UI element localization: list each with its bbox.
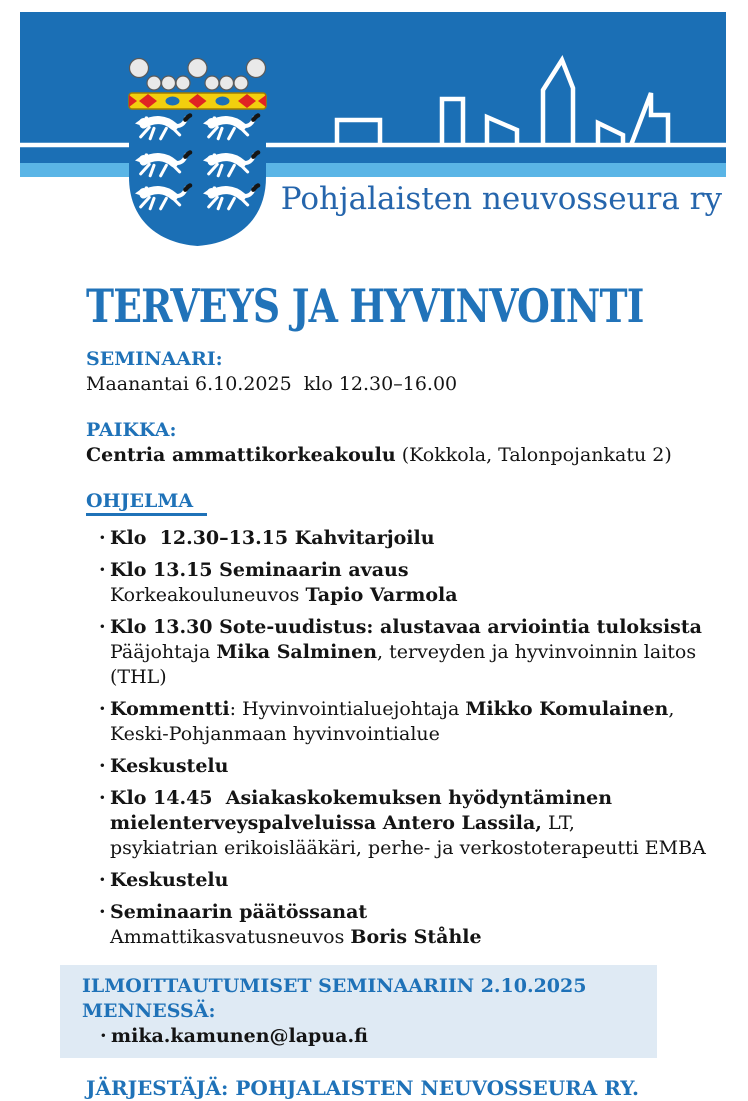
registration-box (60, 965, 657, 1058)
program-item-text: Keskustelu (110, 755, 229, 777)
seminar-label: SEMINAARI: (86, 348, 223, 370)
bullet-icon: · (99, 787, 106, 809)
program-label: OHJELMA (86, 491, 207, 516)
program-item (86, 868, 726, 893)
program-item-text: Seminaarin päätössanat Ammattikasvatusneuvos Boris Ståhle (110, 901, 482, 948)
venue-details: (Kokkola, Talonpojankatu 2) (395, 444, 672, 466)
registration-email-row (100, 1024, 647, 1049)
registration-email: mika.kamunen@lapua.fi (111, 1025, 368, 1047)
program-item (86, 558, 726, 608)
bullet-icon: · (99, 527, 106, 549)
program-item (86, 900, 726, 950)
program-item-text: Klo 12.30–13.15 Kahvitarjoilu (110, 527, 435, 549)
bullet-icon: · (100, 1025, 107, 1047)
venue-label: PAIKKA: (86, 419, 177, 441)
bullet-icon: · (99, 698, 106, 720)
ostrobothnia-coat-of-arms-icon (126, 57, 271, 249)
bullet-icon: · (99, 755, 106, 777)
registration-heading: ILMOITTAUTUMISET SEMINAARIIN 2.10.2025 MENNESSÄ: (82, 975, 587, 1022)
organizer-line: JÄRJESTÄJÄ: POHJALAISTEN NEUVOSSEURA RY. (86, 1076, 639, 1100)
crown-pearls (130, 59, 266, 91)
bullet-icon: · (99, 616, 106, 638)
program-item (86, 697, 726, 747)
program-item (86, 615, 726, 690)
venue-name: Centria ammattikorkeakoulu (86, 444, 396, 466)
organization-name: Pohjalaisten neuvosseura ry (280, 181, 722, 217)
program-item (86, 786, 726, 861)
seminar-datetime: Maanantai 6.10.2025 klo 12.30–16.00 (86, 373, 458, 395)
program-item-text: Kommentti: Hyvinvointialuejohtaja Mikko Komulainen, Keski-Pohjanmaan hyvinvointialue (110, 698, 675, 745)
page-title: TERVEYS JA HYVINVOINTI (86, 279, 644, 333)
bullet-icon: · (99, 901, 106, 923)
program-list (86, 526, 726, 950)
program-item (86, 754, 726, 779)
bullet-icon: · (99, 869, 106, 891)
program-item-text: Klo 13.15 Seminaarin avaus Korkeakouluneuvos Tapio Varmola (110, 559, 458, 606)
program-item-text: Keskustelu (110, 869, 229, 891)
program-item-text: Klo 14.45 Asiakaskokemuksen hyödyntäminen mielenterveyspalveluissa Antero Lassila, LT, psykiatrian erikoislääkäri, perhe- ja verkostoterapeutti EMBA (110, 787, 706, 859)
venue-line (86, 443, 726, 467)
bullet-icon: · (99, 559, 106, 581)
program-item (86, 526, 726, 551)
program-item-text: Klo 13.30 Sote-uudistus: alustavaa arviointia tuloksista Pääjohtaja Mika Salminen, terveyden ja hyvinvoinnin laitos (THL) (110, 616, 702, 688)
